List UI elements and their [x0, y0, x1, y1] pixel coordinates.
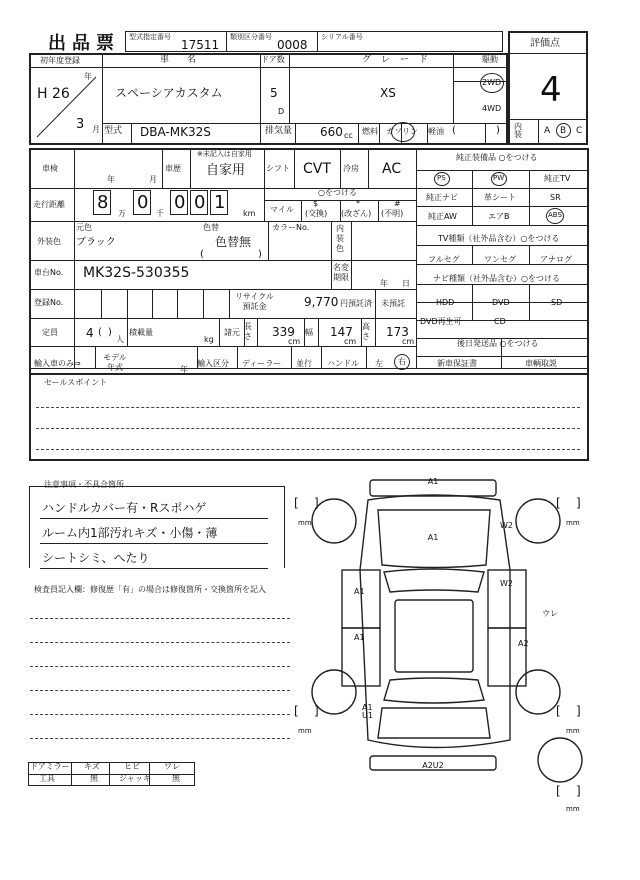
tampered-mark: * — [356, 199, 360, 208]
chassis-no-label: 車台No. — [34, 268, 64, 277]
orig-color-label: 元色 — [76, 223, 92, 232]
inspection-month-unit: 月 — [149, 175, 157, 184]
import-type-label: 輸入区分 — [197, 359, 229, 368]
legend-jack: ジャッキ — [119, 774, 151, 783]
equipment-title: 純正装備品 ○をつける — [456, 153, 538, 162]
grade-value: XS — [380, 86, 396, 100]
category-label: 類別区分番号 — [230, 33, 272, 41]
note-line-3: シートシミ、へたり — [42, 551, 150, 565]
height-value: 173 — [386, 325, 409, 339]
score-value: 4 — [540, 70, 562, 110]
equip-navi: 純正ナビ — [426, 193, 458, 202]
load-label: 積載量 — [129, 328, 153, 337]
dims-label: 諸元 — [224, 328, 240, 337]
recycle-value: 9,770 — [304, 295, 339, 309]
category-value: 0008 — [277, 38, 308, 52]
notes-title: 注意事項・不具合箇所 — [44, 480, 124, 489]
parallel-label: 並行 — [296, 359, 312, 368]
repaint-paren-close: ) — [258, 249, 262, 260]
car-diagram — [290, 470, 610, 815]
mileage-digit-2: 0 — [137, 192, 149, 213]
unknown-label: (不明) — [381, 209, 404, 218]
interior-grade-c: C — [576, 126, 583, 136]
name-change-label: 名変期限 — [333, 263, 349, 282]
later-warranty: 新車保証書 — [437, 359, 477, 368]
tire-fl-mm: mm — [298, 519, 312, 527]
equip-leather: 革シート — [484, 193, 516, 202]
navi-cd: CD — [494, 317, 506, 326]
equip-pw: PW — [493, 174, 505, 182]
mileage-digit-5: 1 — [214, 192, 226, 213]
mileage-digit-1: 8 — [97, 192, 109, 213]
first-reg-month: 3 — [76, 117, 85, 132]
diesel-label: 軽油 — [428, 127, 444, 136]
shift-label: シフト — [266, 164, 290, 173]
equip-airbag: エアB — [488, 212, 510, 221]
recycle-paid: 預託済 — [348, 299, 372, 308]
equip-sr: SR — [550, 193, 561, 202]
fuel-value: ガソリン — [386, 127, 418, 136]
interior-label: 内装 — [514, 122, 522, 139]
first-reg-era-year: H 26 — [37, 86, 70, 102]
score-label: 評価点 — [530, 38, 560, 49]
displacement-label: 排気量 — [265, 126, 293, 136]
tire-rr-bracket: [ ] — [556, 704, 581, 718]
legend-scratch: キズ — [84, 762, 100, 771]
fuel-label: 燃料 — [362, 127, 378, 136]
later-manual: 車輌取説 — [525, 359, 557, 368]
mileage-man-unit: 万 — [118, 209, 126, 218]
category-box — [226, 31, 318, 52]
repaint-paren-open: ( — [200, 249, 204, 260]
displacement-value: 660 — [320, 125, 343, 139]
mile-label: マイル — [270, 205, 294, 214]
tv-analog: アナログ — [540, 255, 572, 264]
later-title: 後日発送品 ○をつける — [457, 339, 539, 348]
cooler-value: AC — [382, 161, 402, 177]
serial-box — [317, 31, 503, 52]
repaint-value: 色替無 — [215, 235, 252, 249]
height-unit: cm — [402, 337, 415, 346]
model-year-unit: 年 — [180, 365, 188, 374]
mark-front-door-right: W2 — [500, 579, 513, 588]
ext-color-label: 外装色 — [37, 237, 61, 246]
capacity-paren-close: ) — [108, 327, 112, 338]
mark-rear-door-right: A2 — [518, 639, 529, 648]
type-cert-label: 型式指定番号 — [129, 33, 171, 41]
model-type-value: DBA-MK32S — [140, 125, 211, 139]
drive-4wd: 4WD — [482, 104, 502, 113]
grade-label: グレード — [362, 55, 439, 65]
form-title: 出品票 — [48, 33, 120, 54]
first-reg-year-unit: 年 — [84, 72, 92, 81]
navi-dvd-play: DVD再生可 — [420, 317, 462, 326]
repaint-label: 色替 — [203, 223, 219, 232]
handle-left: 左 — [375, 359, 383, 368]
name-change-year-unit: 年 — [380, 279, 388, 288]
history-label: 車歴 — [165, 164, 181, 173]
chassis-no-value: MK32S-530355 — [83, 265, 190, 281]
equip-ps: PS — [437, 174, 446, 182]
note-line-1: ハンドルカバー有・Rスポハゲ — [42, 501, 207, 515]
tampered-label: (改ざん) — [341, 209, 372, 218]
type-cert-box — [125, 31, 227, 52]
legend-break: ワレ — [164, 762, 180, 771]
name-change-day-unit: 日 — [402, 279, 410, 288]
recycle-unpaid: 未預託 — [381, 299, 405, 308]
model-year-label: モデル年式 — [103, 353, 127, 372]
displacement-unit: cc — [344, 131, 353, 140]
handle-right: 右 — [398, 357, 406, 366]
capacity-value: 4 — [86, 326, 94, 340]
navi-title: ナビ種類（社外品含む）○をつける — [433, 274, 560, 283]
capacity-paren: ( — [98, 327, 102, 338]
tire-fl-bracket: [ ] — [294, 496, 319, 510]
capacity-unit: 人 — [116, 335, 124, 344]
mark-note: ○をつける — [318, 188, 357, 197]
height-label: 高さ — [362, 322, 370, 341]
exchanged-label: (交換) — [305, 209, 328, 218]
interior-color-label: 内装色 — [336, 224, 344, 253]
serial-label: シリアル番号 — [321, 33, 363, 41]
drive-label: 駆動 — [482, 55, 498, 64]
reg-no-label: 登録No. — [34, 298, 64, 307]
mileage-digit-4: 0 — [194, 192, 206, 213]
capacity-label: 定員 — [42, 328, 58, 337]
doors-label: ドア数 — [261, 55, 285, 64]
drive-2wd: 2WD — [482, 78, 502, 87]
mark-front-bumper: A1 — [427, 477, 439, 486]
shift-value: CVT — [303, 161, 331, 177]
score-box — [508, 31, 588, 145]
navi-hdd: HDD — [436, 298, 455, 307]
legend-tools-value: 無 — [90, 774, 98, 783]
recycle-unit: 円 — [340, 299, 348, 308]
cooler-label: 冷房 — [343, 164, 359, 173]
mark-fender-right: W2 — [500, 521, 513, 530]
first-reg-month-unit: 月 — [92, 125, 100, 134]
doors-sub: D — [278, 107, 285, 116]
mark-rear-bumper: A2U2 — [422, 761, 444, 770]
equip-tv: 純正TV — [544, 174, 571, 183]
recycle-label: リサイクル預託金 — [235, 292, 274, 311]
mark-hood: A1 — [427, 533, 439, 542]
import-label: 輸入車のみ⇒ — [34, 359, 81, 368]
unknown-mark: # — [394, 199, 401, 208]
width-unit: cm — [344, 337, 357, 346]
mark-rear-door-left: A1 — [354, 633, 365, 642]
orig-color-value: ブラック — [76, 237, 116, 248]
tire-rl-mm: mm — [298, 727, 312, 735]
dealer-label: ディーラー — [242, 359, 282, 368]
mileage-label: 走行距離 — [33, 200, 65, 209]
tire-spare-mm: mm — [566, 805, 580, 813]
mark-rear-pillar-right: ウレ — [542, 609, 558, 618]
tv-full-seg: フルセグ — [428, 255, 460, 264]
length-unit: cm — [288, 337, 301, 346]
tire-rr-mm: mm — [566, 727, 580, 735]
type-cert-value: 17511 — [181, 38, 220, 52]
model-type-label: 型式 — [104, 126, 123, 136]
self-use-note: ※未記入は自家用 — [197, 150, 252, 158]
equip-abs: ABS — [548, 211, 562, 219]
width-value: 147 — [330, 325, 353, 339]
width-label: 幅 — [305, 328, 313, 337]
equip-aw: 純正AW — [428, 212, 457, 221]
car-name-value: スペーシアカスタム — [115, 86, 223, 100]
diesel-paren-open: ( — [452, 125, 456, 136]
diesel-paren-close: ) — [496, 125, 500, 136]
mileage-km-unit: km — [243, 209, 256, 218]
mark-front-door-left: A1 — [354, 587, 365, 596]
handle-label: ハンドル — [327, 359, 359, 368]
first-reg-label: 初年度登録 — [40, 56, 80, 65]
car-name-label: 車名 — [160, 55, 215, 65]
length-label: 長さ — [244, 322, 252, 341]
tv-title: TV種類（社外品含む）○をつける — [438, 234, 560, 243]
legend-jack-value: 無 — [172, 774, 180, 783]
tire-rl-bracket: [ ] — [294, 704, 319, 718]
tire-spare-bracket: [ ] — [556, 784, 581, 798]
sales-points-label: セールスポイント — [44, 378, 108, 387]
exchanged-mark: $ — [313, 199, 319, 208]
navi-sd: SD — [551, 298, 563, 307]
tv-one-seg: ワンセグ — [484, 255, 516, 264]
interior-grade-b: B — [560, 126, 567, 136]
color-no-label: カラーNo. — [272, 223, 310, 232]
legend-crack: ヒビ — [124, 762, 140, 771]
mark-rear-quarter-left: A1 — [362, 703, 373, 712]
navi-dvd: DVD — [492, 298, 510, 307]
history-value: 自家用 — [206, 163, 246, 178]
mileage-digit-3: 0 — [174, 192, 186, 213]
interior-grade-a: A — [544, 126, 551, 136]
mileage-sen-unit: 千 — [156, 209, 164, 218]
tire-fr-bracket: [ ] — [556, 496, 581, 510]
mark-rear-quarter-left-u: U1 — [362, 711, 373, 720]
inspection-label: 車検 — [42, 164, 58, 173]
load-unit: kg — [204, 335, 214, 344]
doors-value: 5 — [270, 86, 278, 100]
length-value: 339 — [272, 325, 295, 339]
tire-fr-mm: mm — [566, 519, 580, 527]
legend-mirror: ドアミラー — [30, 762, 70, 771]
inspector-note: 検査員記入欄：修復歴「有」の場合は修復箇所・交換箇所を記入 — [34, 585, 266, 594]
note-line-2: ルーム内1部汚れキズ・小傷・薄 — [42, 526, 218, 540]
legend-tools: 工具 — [39, 774, 55, 783]
inspection-year-unit: 年 — [107, 175, 115, 184]
